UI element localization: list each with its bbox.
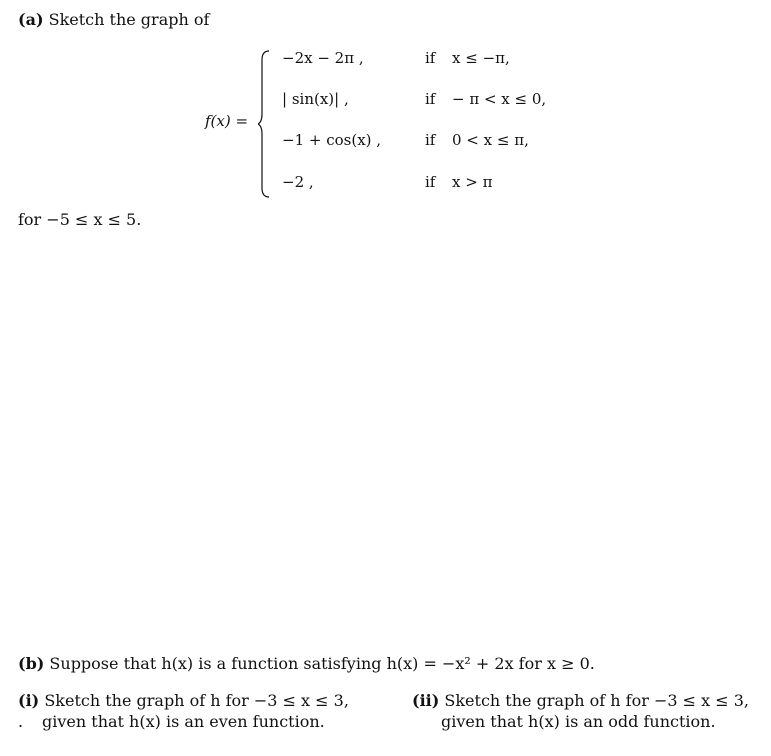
- sub-ii-line1: [412, 691, 749, 711]
- case-3-expr: −1 + cos(x) ,: [282, 131, 382, 149]
- case-2-if: if: [425, 90, 436, 108]
- part-a-label: (a): [18, 10, 44, 29]
- case-4-if: if: [425, 173, 436, 191]
- part-a-domain: for −5 ≤ x ≤ 5.: [18, 210, 142, 229]
- sub-ii-label: (ii): [412, 691, 440, 710]
- function-lhs: f(x) =: [205, 112, 249, 130]
- sub-i-line1: [18, 691, 349, 711]
- sub-i-text1: Sketch the graph of h for −3 ≤ x ≤ 3,: [44, 691, 349, 710]
- case-2-expr: | sin(x)| ,: [282, 90, 349, 108]
- case-1-if: if: [425, 49, 436, 67]
- case-3-if: if: [425, 131, 436, 149]
- part-a-intro: Sketch the graph of: [48, 10, 210, 29]
- part-a-heading: [18, 10, 209, 30]
- case-1-condition: x ≤ −π,: [452, 49, 510, 67]
- part-b-label: (b): [18, 654, 45, 673]
- sub-i-stray-mark: .: [18, 712, 24, 731]
- part-b-heading: [18, 654, 595, 674]
- sub-ii-text1: Sketch the graph of h for −3 ≤ x ≤ 3,: [444, 691, 749, 710]
- part-b-statement: Suppose that h(x) is a function satisfying h(x) = −x² + 2x for x ≥ 0.: [49, 654, 595, 673]
- sub-ii-line2: given that h(x) is an odd function.: [441, 712, 716, 731]
- case-3-condition: 0 < x ≤ π,: [452, 131, 529, 149]
- case-4-condition: x > π: [452, 173, 493, 191]
- sub-i-line2: given that h(x) is an even function.: [42, 712, 325, 731]
- piecewise-brace: [258, 50, 270, 198]
- sub-i-label: (i): [18, 691, 40, 710]
- case-4-expr: −2 ,: [282, 173, 314, 191]
- case-1-expr: −2x − 2π ,: [282, 49, 364, 67]
- case-2-condition: − π < x ≤ 0,: [452, 90, 547, 108]
